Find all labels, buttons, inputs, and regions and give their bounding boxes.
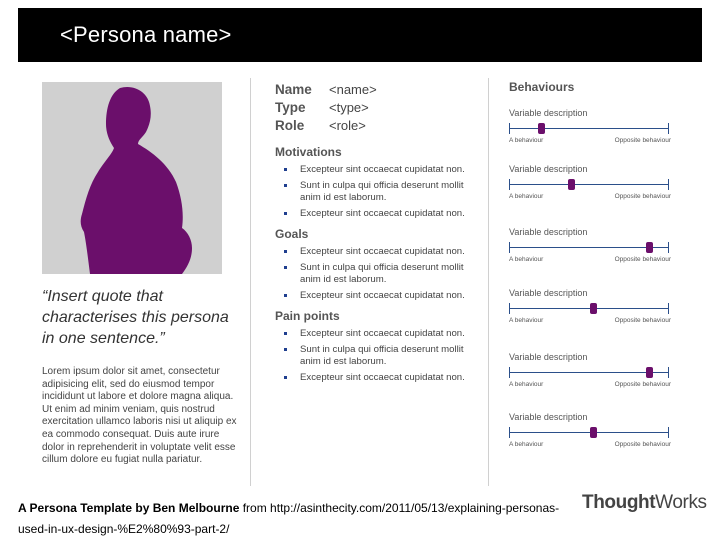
list-item (284, 372, 474, 385)
thoughtworks-logo: ThoughtWorks (582, 492, 707, 513)
persona-photo (42, 82, 222, 274)
bullet-icon (284, 184, 287, 187)
list-item (284, 246, 474, 259)
list-item-text: Excepteur sint occaecat cupidatat non. (300, 246, 465, 257)
slider-track (509, 308, 669, 309)
list-item (284, 328, 474, 341)
list-item (284, 180, 474, 205)
slider-marker (646, 242, 653, 253)
list-item-text: Excepteur sint occaecat cupidatat non. (300, 371, 465, 383)
type-row (275, 98, 377, 116)
goals-list (284, 246, 474, 305)
bullet-icon (284, 266, 287, 269)
list-item-text: Sunt in culpa qui officia deserunt mollit anim id est laborum. (300, 261, 464, 285)
behaviour-right-label: Opposite behaviour (614, 137, 671, 144)
identity-block (275, 80, 377, 134)
pain-points-list (284, 328, 474, 387)
behaviour-slider (509, 412, 671, 450)
bullet-icon (284, 168, 287, 171)
behaviour-left-label: A behaviour (509, 441, 544, 448)
variable-description: Variable description (509, 288, 588, 298)
slider-tick-right (668, 303, 669, 314)
slider-marker (590, 427, 597, 438)
slider-track (509, 432, 669, 433)
persona-title: <Persona name> (60, 22, 232, 47)
column-divider-left (250, 78, 251, 486)
variable-description: Variable description (509, 108, 588, 118)
behaviour-right-label: Opposite behaviour (614, 256, 671, 263)
list-item (284, 344, 474, 369)
behaviour-slider (509, 352, 671, 390)
behaviour-left-label: A behaviour (509, 381, 544, 388)
behaviour-left-label: A behaviour (509, 137, 544, 144)
source-caption (18, 498, 578, 540)
persona-quote: “Insert quote that characterises this persona in one sentence.” (42, 288, 229, 347)
bullet-icon (284, 376, 287, 379)
behaviour-slider (509, 164, 671, 202)
behaviour-slider (509, 108, 671, 146)
motivations-list (284, 164, 474, 223)
role-value: <role> (329, 117, 366, 133)
slider-track (509, 184, 669, 185)
slider-tick-left (509, 123, 510, 134)
type-value: <type> (329, 99, 369, 115)
bullet-icon (284, 332, 287, 335)
caption-source: from http://asinthecity.com/2011/05/13/explaining-personas-used-in-ux-design-%E2%80%93-part-2/ (18, 501, 560, 536)
slider-marker (538, 123, 545, 134)
caption-title: A Persona Template by Ben Melbourne (18, 501, 240, 515)
type-label: Type (275, 99, 306, 115)
pain-points-title: Pain points (275, 309, 340, 323)
list-item (284, 262, 474, 287)
goals-title: Goals (275, 227, 309, 241)
variable-description: Variable description (509, 227, 588, 237)
slider-tick-right (668, 242, 669, 253)
motivations-title: Motivations (275, 145, 342, 159)
slider-tick-right (668, 427, 669, 438)
slider-tick-left (509, 427, 510, 438)
list-item-text: Sunt in culpa qui officia deserunt mollit anim id est laborum. (300, 179, 464, 203)
bullet-icon (284, 348, 287, 351)
slider-tick-left (509, 242, 510, 253)
slider-tick-left (509, 367, 510, 378)
slider-marker (646, 367, 653, 378)
list-item (284, 290, 474, 303)
persona-bio: Lorem ipsum dolor sit amet, consectetur adipisicing elit, sed do eiusmod tempor incididunt ut labore et dolore magna aliqua. Ut enim ad minim veniam, quis nostrud exercitation ullamco laboris nisi ut aliquip ex ea commodo consequat. Duis aute irure dolor in reprehenderit in voluptate velit esse cillum dolore eu fugiat nulla pariatur. (42, 366, 237, 466)
slider-tick-left (509, 179, 510, 190)
list-item-text: Sunt in culpa qui officia deserunt mollit anim id est laborum. (300, 343, 464, 367)
behaviour-right-label: Opposite behaviour (614, 193, 671, 200)
behaviour-left-label: A behaviour (509, 256, 544, 263)
behaviour-right-label: Opposite behaviour (614, 317, 671, 324)
list-item (284, 208, 474, 221)
slider-track (509, 128, 669, 129)
person-silhouette-icon (42, 82, 222, 274)
bullet-icon (284, 250, 287, 253)
slider-track (509, 247, 669, 248)
role-row (275, 116, 377, 134)
slider-marker (568, 179, 575, 190)
behaviours-title: Behaviours (509, 80, 575, 94)
variable-description: Variable description (509, 164, 588, 174)
list-item-text: Excepteur sint occaecat cupidatat non. (300, 289, 465, 301)
list-item-text: Excepteur sint occaecat cupidatat non. (300, 207, 465, 219)
behaviour-right-label: Opposite behaviour (614, 441, 671, 448)
bullet-icon (284, 294, 287, 297)
list-item (284, 164, 474, 177)
column-divider-right (488, 78, 489, 486)
slider-track (509, 372, 669, 373)
variable-description: Variable description (509, 412, 588, 422)
behaviour-slider (509, 227, 671, 265)
behaviour-slider (509, 288, 671, 326)
role-label: Role (275, 117, 305, 133)
bullet-icon (284, 212, 287, 215)
title-bar (18, 8, 702, 62)
slider-marker (590, 303, 597, 314)
slider-tick-right (668, 123, 669, 134)
list-item-text: Excepteur sint occaecat cupidatat non. (300, 164, 465, 175)
name-value: <name> (329, 81, 377, 97)
behaviour-right-label: Opposite behaviour (614, 381, 671, 388)
slider-tick-right (668, 367, 669, 378)
slider-tick-left (509, 303, 510, 314)
list-item-text: Excepteur sint occaecat cupidatat non. (300, 328, 465, 339)
name-row (275, 80, 377, 98)
name-label: Name (275, 81, 312, 97)
behaviour-left-label: A behaviour (509, 193, 544, 200)
slider-tick-right (668, 179, 669, 190)
variable-description: Variable description (509, 352, 588, 362)
behaviour-left-label: A behaviour (509, 317, 544, 324)
